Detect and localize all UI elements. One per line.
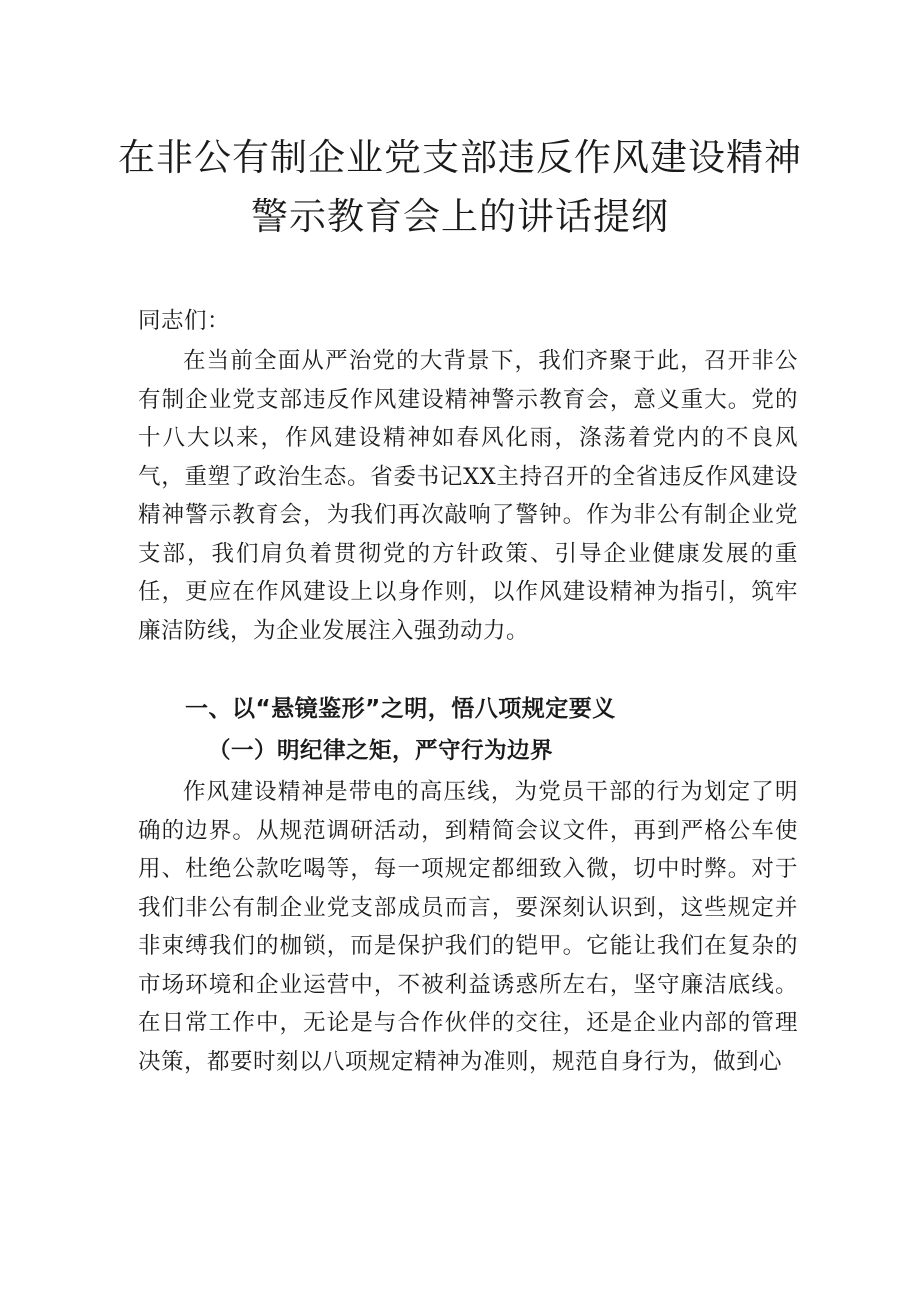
greeting: 同志们： xyxy=(138,308,231,334)
document-title-line-1: 在非公有制企业党支部违反作风建设精神 xyxy=(118,136,802,179)
intro-paragraph: 在当前全面从严治党的大背景下，我们齐聚于此，召开非公有制企业党支部违反作风建设精神警示教育会，意义重大。党的十八大以来，作风建设精神如春风化雨，涤荡着党内的不良风气，重塑了政治生态。省委书记XX主持召开的全省违反作风建设精神警示教育会，为我们再次敲响了警钟。作为非公有制企业党支部，我们肩负着贯彻党的方针政策、引导企业健康发展的重任，更应在作风建设上以身作则，以作风建设精神为指引，筑牢廉洁防线，为企业发展注入强劲动力。 xyxy=(138,348,798,644)
document-title-line-2: 警示教育会上的讲话提纲 xyxy=(251,195,669,238)
section-heading-1: 一、以“悬镜鉴形”之明，悟八项规定要义 xyxy=(185,696,616,722)
subsection-heading-1-1: （一）明纪律之矩，严守行为边界 xyxy=(208,738,554,764)
body-paragraph: 作风建设精神是带电的高压线，为党员干部的行为划定了明确的边界。从规范调研活动，到精简会议文件，再到严格公车使用、杜绝公款吃喝等，每一项规定都细致入微，切中时弊。对于我们非公有制企业党支部成员而言，要深刻认识到，这些规定并非束缚我们的枷锁，而是保护我们的铠甲。它能让我们在复杂的市场环境和企业运营中，不被利益诱惑所左右，坚守廉洁底线。在日常工作中，无论是与合作伙伴的交往，还是企业内部的管理决策，都要时刻以八项规定精神为准则，规范自身行为，做到心 xyxy=(138,779,798,1075)
